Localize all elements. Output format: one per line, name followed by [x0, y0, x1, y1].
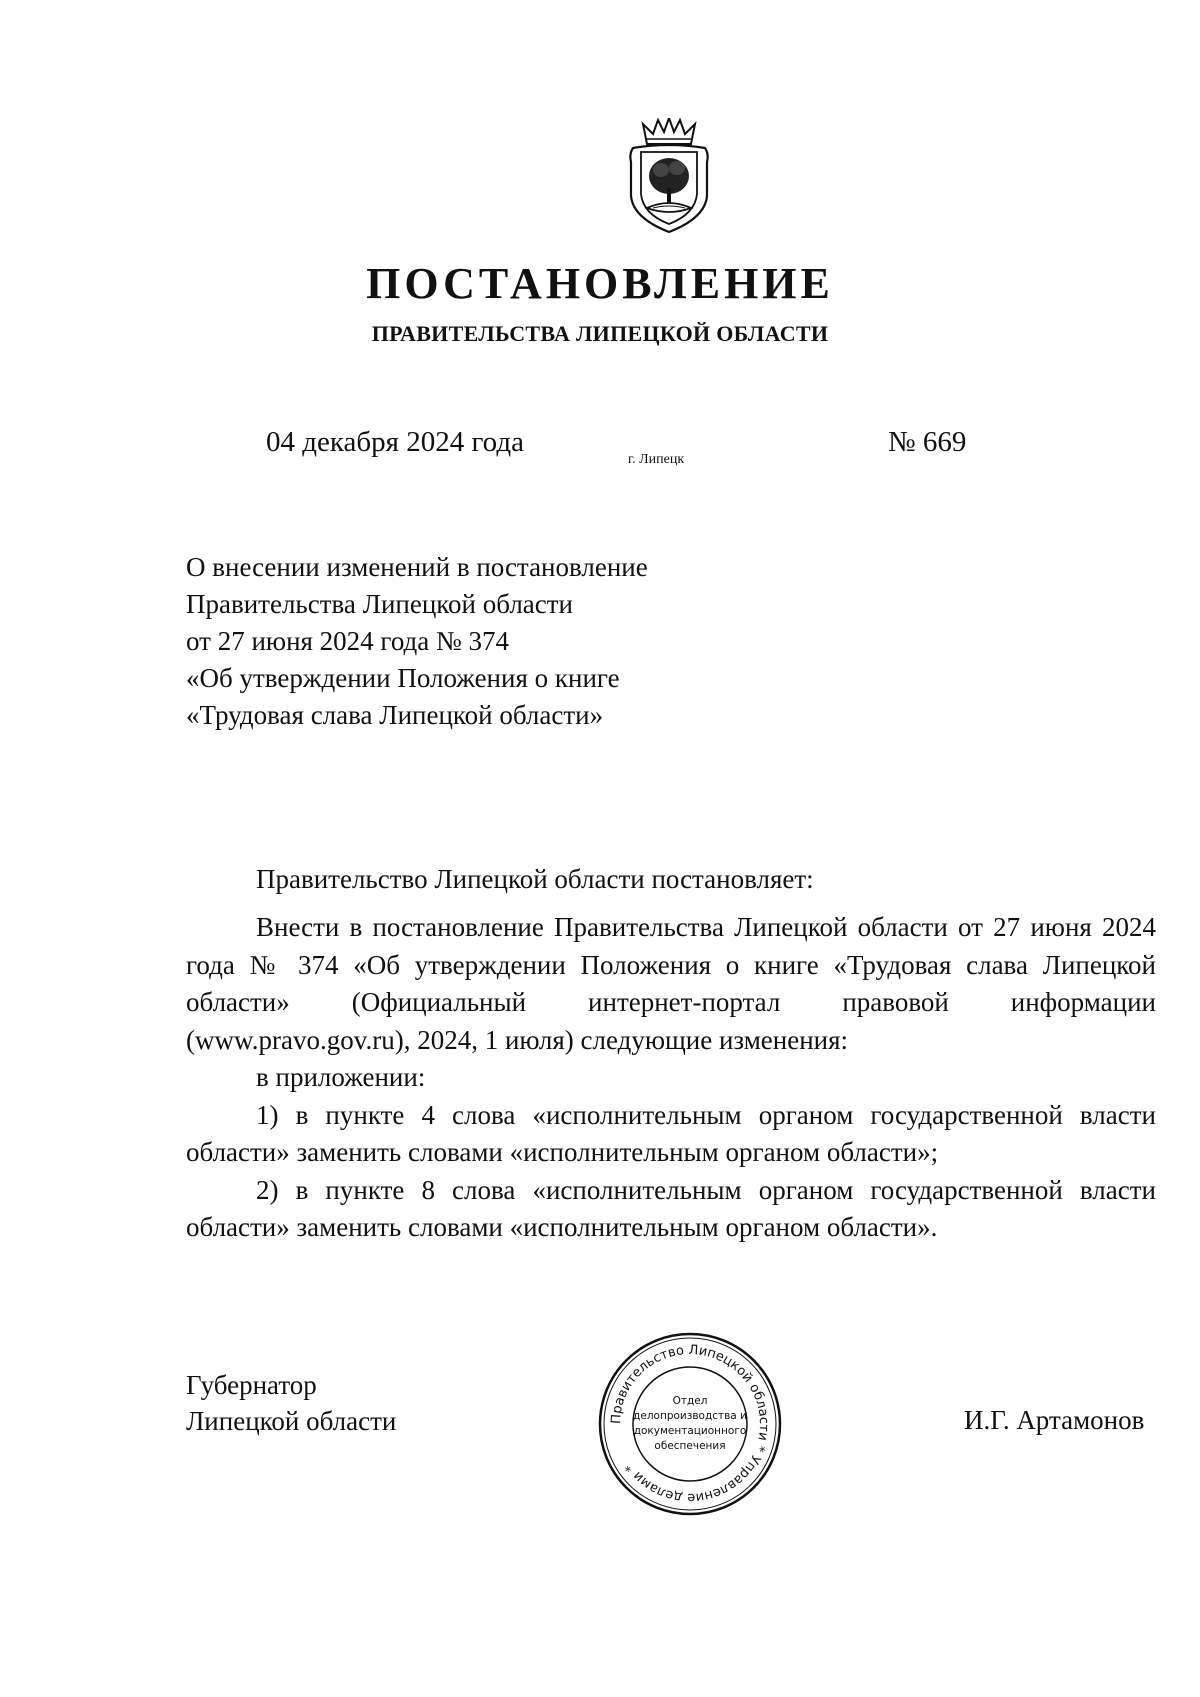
body-paragraph: 2) в пункте 8 слова «исполнительным органом государственной власти области» заменить словами «исполнительным органом области».: [186, 1174, 1156, 1242]
issuing-authority: ПРАВИТЕЛЬСТВА ЛИПЕЦКОЙ ОБЛАСТИ: [371, 321, 829, 346]
seal-outer-text: Правительство Липецкой области * Управление делами *: [608, 1342, 772, 1506]
seal-inner-line: обеспечения: [654, 1440, 726, 1452]
body-paragraph: 1) в пункте 4 слова «исполнительным органом государственной власти области» заменить словами «исполнительным органом области»;: [186, 1099, 1156, 1167]
body-paragraph: в приложении:: [256, 1062, 426, 1092]
signer-position-line2: Липецкой области: [186, 1406, 397, 1436]
seal-inner-line: Отдел: [672, 1395, 708, 1407]
heading-line: «Трудовая слава Липецкой области»: [186, 700, 604, 730]
document-body: [186, 909, 1156, 1247]
signer-name: И.Г. Артамонов: [964, 1405, 1145, 1435]
document-title: ПОСТАНОВЛЕНИЕ: [366, 259, 834, 308]
document-heading: [186, 549, 648, 734]
seal-inner-line: документационного: [633, 1425, 747, 1437]
heading-line: «Об утверждении Положения о книге: [186, 663, 620, 693]
document-number: № 669: [888, 426, 967, 458]
official-seal-icon: [596, 1330, 784, 1518]
heading-line: О внесении изменений в постановление: [186, 552, 648, 582]
coat-of-arms-icon: [625, 118, 713, 234]
seal-inner-line: делопроизводства и: [633, 1410, 747, 1422]
preamble: Правительство Липецкой области постановляет:: [256, 864, 814, 894]
heading-line: Правительства Липецкой области: [186, 589, 574, 619]
document-date: 04 декабря 2024 года: [266, 426, 524, 458]
body-paragraph: Внести в постановление Правительства Липецкой области от 27 июня 2024 года № 374 «Об утверждении Положения о книге «Трудовая слава Липецкой области» (Официальный интернет-портал правовой информации (www.pravo.gov.ru), 2024, 1 июля) следующие изменения:: [186, 912, 1156, 1055]
signer-position-line1: Губернатор: [186, 1370, 317, 1400]
document-city: г. Липецк: [628, 452, 685, 467]
heading-line: от 27 июня 2024 года № 374: [186, 626, 510, 656]
